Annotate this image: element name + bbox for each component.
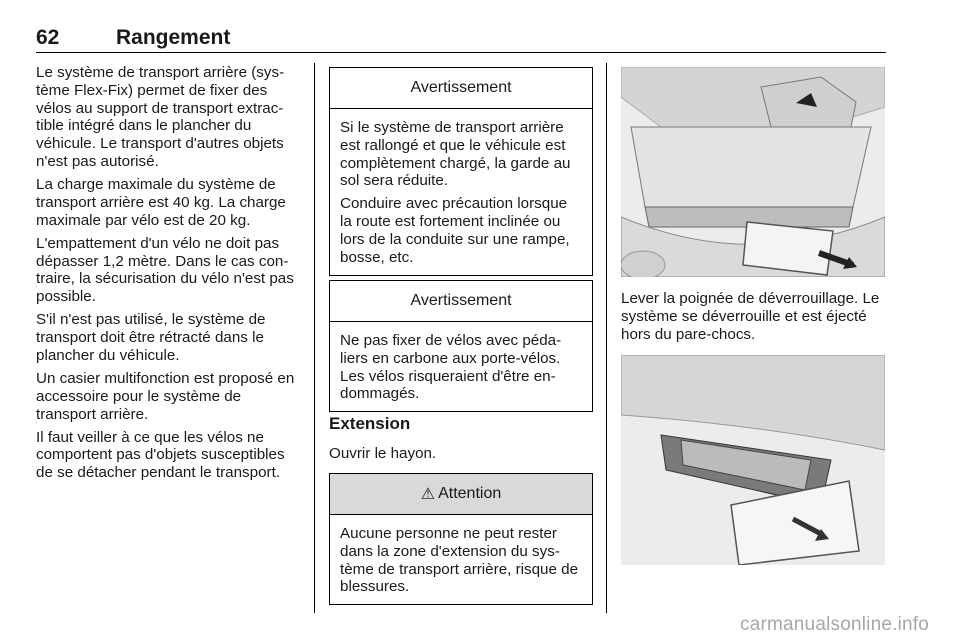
warning-title: Avertissement [330, 68, 592, 109]
paragraph: La charge maximale du système de transport arrière est 40 kg. La charge maximale par vélo est de 20 kg. [36, 176, 286, 229]
column-divider [606, 63, 607, 613]
paragraph: Le système de transport arrière (sys-tème Flex-Fix) permet de fixer des vélos au support de transport extrac-tible intégré dans le plancher du véhicule. Le transport d'autres objets n'est pas autorisé. [36, 64, 285, 170]
carrier-illustration [621, 355, 885, 565]
paragraph: Il faut veiller à ce que les vélos ne comportent pas d'objets susceptibles de se détacher pendant le transport. [36, 428, 285, 482]
attention-header [330, 474, 592, 515]
instruction-text: Ouvrir le hayon. [329, 445, 437, 462]
section-heading: Extension [329, 414, 411, 433]
page-number: 62 [36, 26, 60, 49]
warning-text: Ne pas fixer de vélos avec péda-liers en carbone aux porte-vélos. Les vélos risqueraient d'être en-dommagés. [340, 332, 562, 403]
intro-column [36, 64, 302, 487]
paragraph: L'empattement d'un vélo ne doit pas dépasser 1,2 mètre. Dans le cas con-traire, la sécurisation du vélo n'est pas possible. [36, 234, 294, 306]
paragraph: S'il n'est pas utilisé, le système de transport doit être rétracté dans le plancher du véhicule. [36, 311, 266, 364]
warning-text: Conduire avec précaution lorsque la route est fortement inclinée ou lors de la conduite sur une rampe, bosse, etc. [340, 195, 570, 266]
page-title: Rangement [116, 26, 231, 49]
warning-text: Si le système de transport arrière est rallongé et que le véhicule est complètement chargé, la garde au sol sera réduite. [340, 119, 571, 190]
carrier-drawing [621, 355, 885, 565]
column-divider [314, 63, 315, 613]
warning-box-ground-clearance [329, 67, 593, 276]
attention-title: Attention [438, 485, 502, 502]
trunk-drawing [621, 67, 885, 277]
attention-box [329, 473, 593, 605]
warning-box-carbon-cranks [329, 280, 593, 412]
watermark: carmanualsonline.info [740, 614, 930, 635]
attention-text: Aucune personne ne peut rester dans la zone d'extension du sys-tème de transport arrière, risque de blessures. [340, 525, 579, 596]
figure-caption: Lever la poignée de déverrouillage. Le système se déverrouille et est éjecté hors du pare-chocs. [621, 290, 880, 343]
trunk-illustration [621, 67, 885, 277]
warning-title: Avertissement [330, 281, 592, 322]
warning-triangle-icon: ⚠ [420, 486, 436, 503]
page-header [36, 26, 886, 53]
paragraph: Un casier multifonction est proposé en accessoire pour le système de transport arrière. [36, 369, 295, 423]
